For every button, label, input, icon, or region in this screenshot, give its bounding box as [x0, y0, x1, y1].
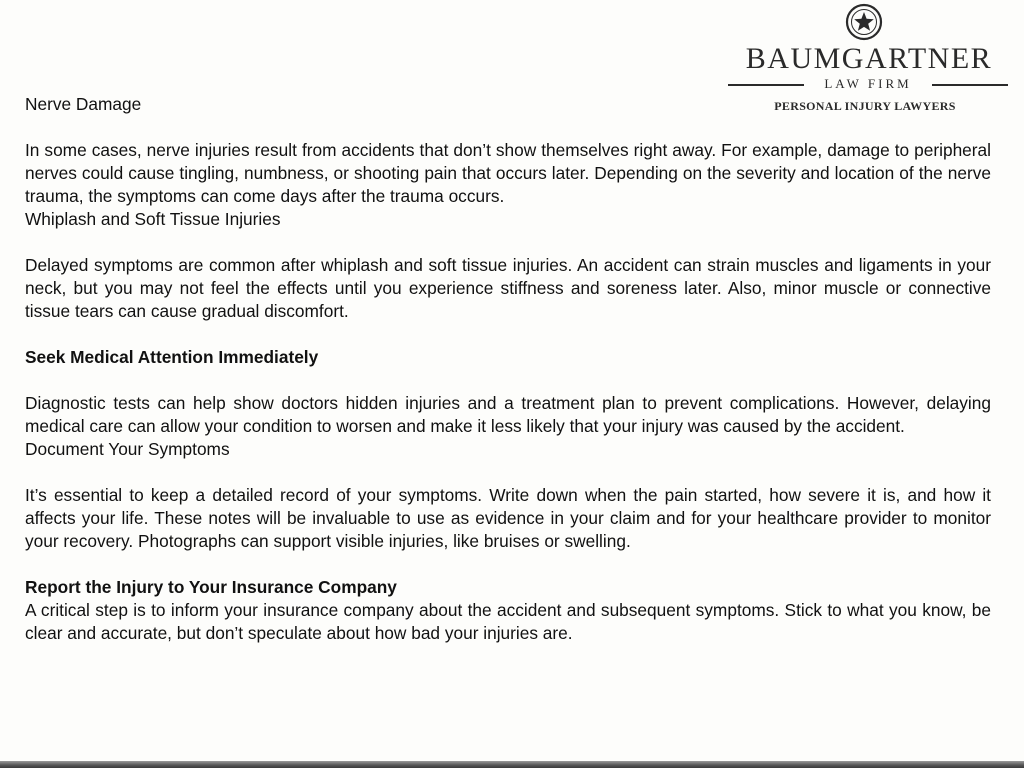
section-heading-nerve-damage: Nerve Damage: [25, 94, 142, 114]
paragraph-document-symptoms: It’s essential to keep a detailed record of your symptoms. Write down when the pain started, how severe it is, and how it affects your life. These notes will be invaluable to use as evidence in your claim and for your healthcare provider to monitor your recovery. Photographs can support visible injuries, like bruises or swelling.: [25, 485, 991, 551]
section-heading-document-symptoms: Document Your Symptoms: [25, 439, 230, 459]
logo-firm-label: LAW FIRM: [824, 76, 912, 91]
spacer: [25, 553, 991, 576]
spacer: [25, 369, 991, 392]
star-seal-icon: [845, 3, 883, 41]
logo-brand-name: BAUMGARTNER: [745, 42, 993, 75]
logo-tagline: PERSONAL INJURY LAWYERS: [774, 99, 956, 113]
paragraph-whiplash: Delayed symptoms are common after whiplash and soft tissue injuries. An accident can strain muscles and ligaments in your neck, but you may not feel the effects until you experience stiffness and soreness later. Also, minor muscle or connective tissue tears can cause gradual discomfort.: [25, 255, 991, 321]
paragraph-medical-attention: Diagnostic tests can help show doctors hidden injuries and a treatment plan to prevent complications. However, delaying medical care can allow your condition to worsen and make it less likely that your injury was caused by the accident.: [25, 393, 991, 436]
spacer: [25, 323, 991, 346]
footer-bar: [0, 761, 1024, 768]
logo-rule-right: [932, 84, 1008, 86]
section-heading-report-injury: Report the Injury to Your Insurance Company: [25, 577, 397, 597]
paragraph-report-injury: A critical step is to inform your insurance company about the accident and subsequent symptoms. Stick to what you know, be clear and accurate, but don’t speculate about how bad your injuries are.: [25, 600, 991, 643]
section-heading-medical-attention: Seek Medical Attention Immediately: [25, 347, 319, 367]
logo-firm-row: [728, 76, 1008, 92]
article-body: [25, 93, 991, 645]
paragraph-nerve-damage: In some cases, nerve injuries result from accidents that don’t show themselves right away. For example, damage to peripheral nerves could cause tingling, numbness, or shooting pain that occurs later. Depending on the severity and location of the nerve trauma, the symptoms can come days after the trauma occurs.: [25, 140, 991, 206]
section-heading-whiplash: Whiplash and Soft Tissue Injuries: [25, 209, 281, 229]
spacer: [25, 231, 991, 254]
spacer: [25, 116, 991, 139]
logo-rule-left: [728, 84, 804, 86]
spacer: [25, 461, 991, 484]
